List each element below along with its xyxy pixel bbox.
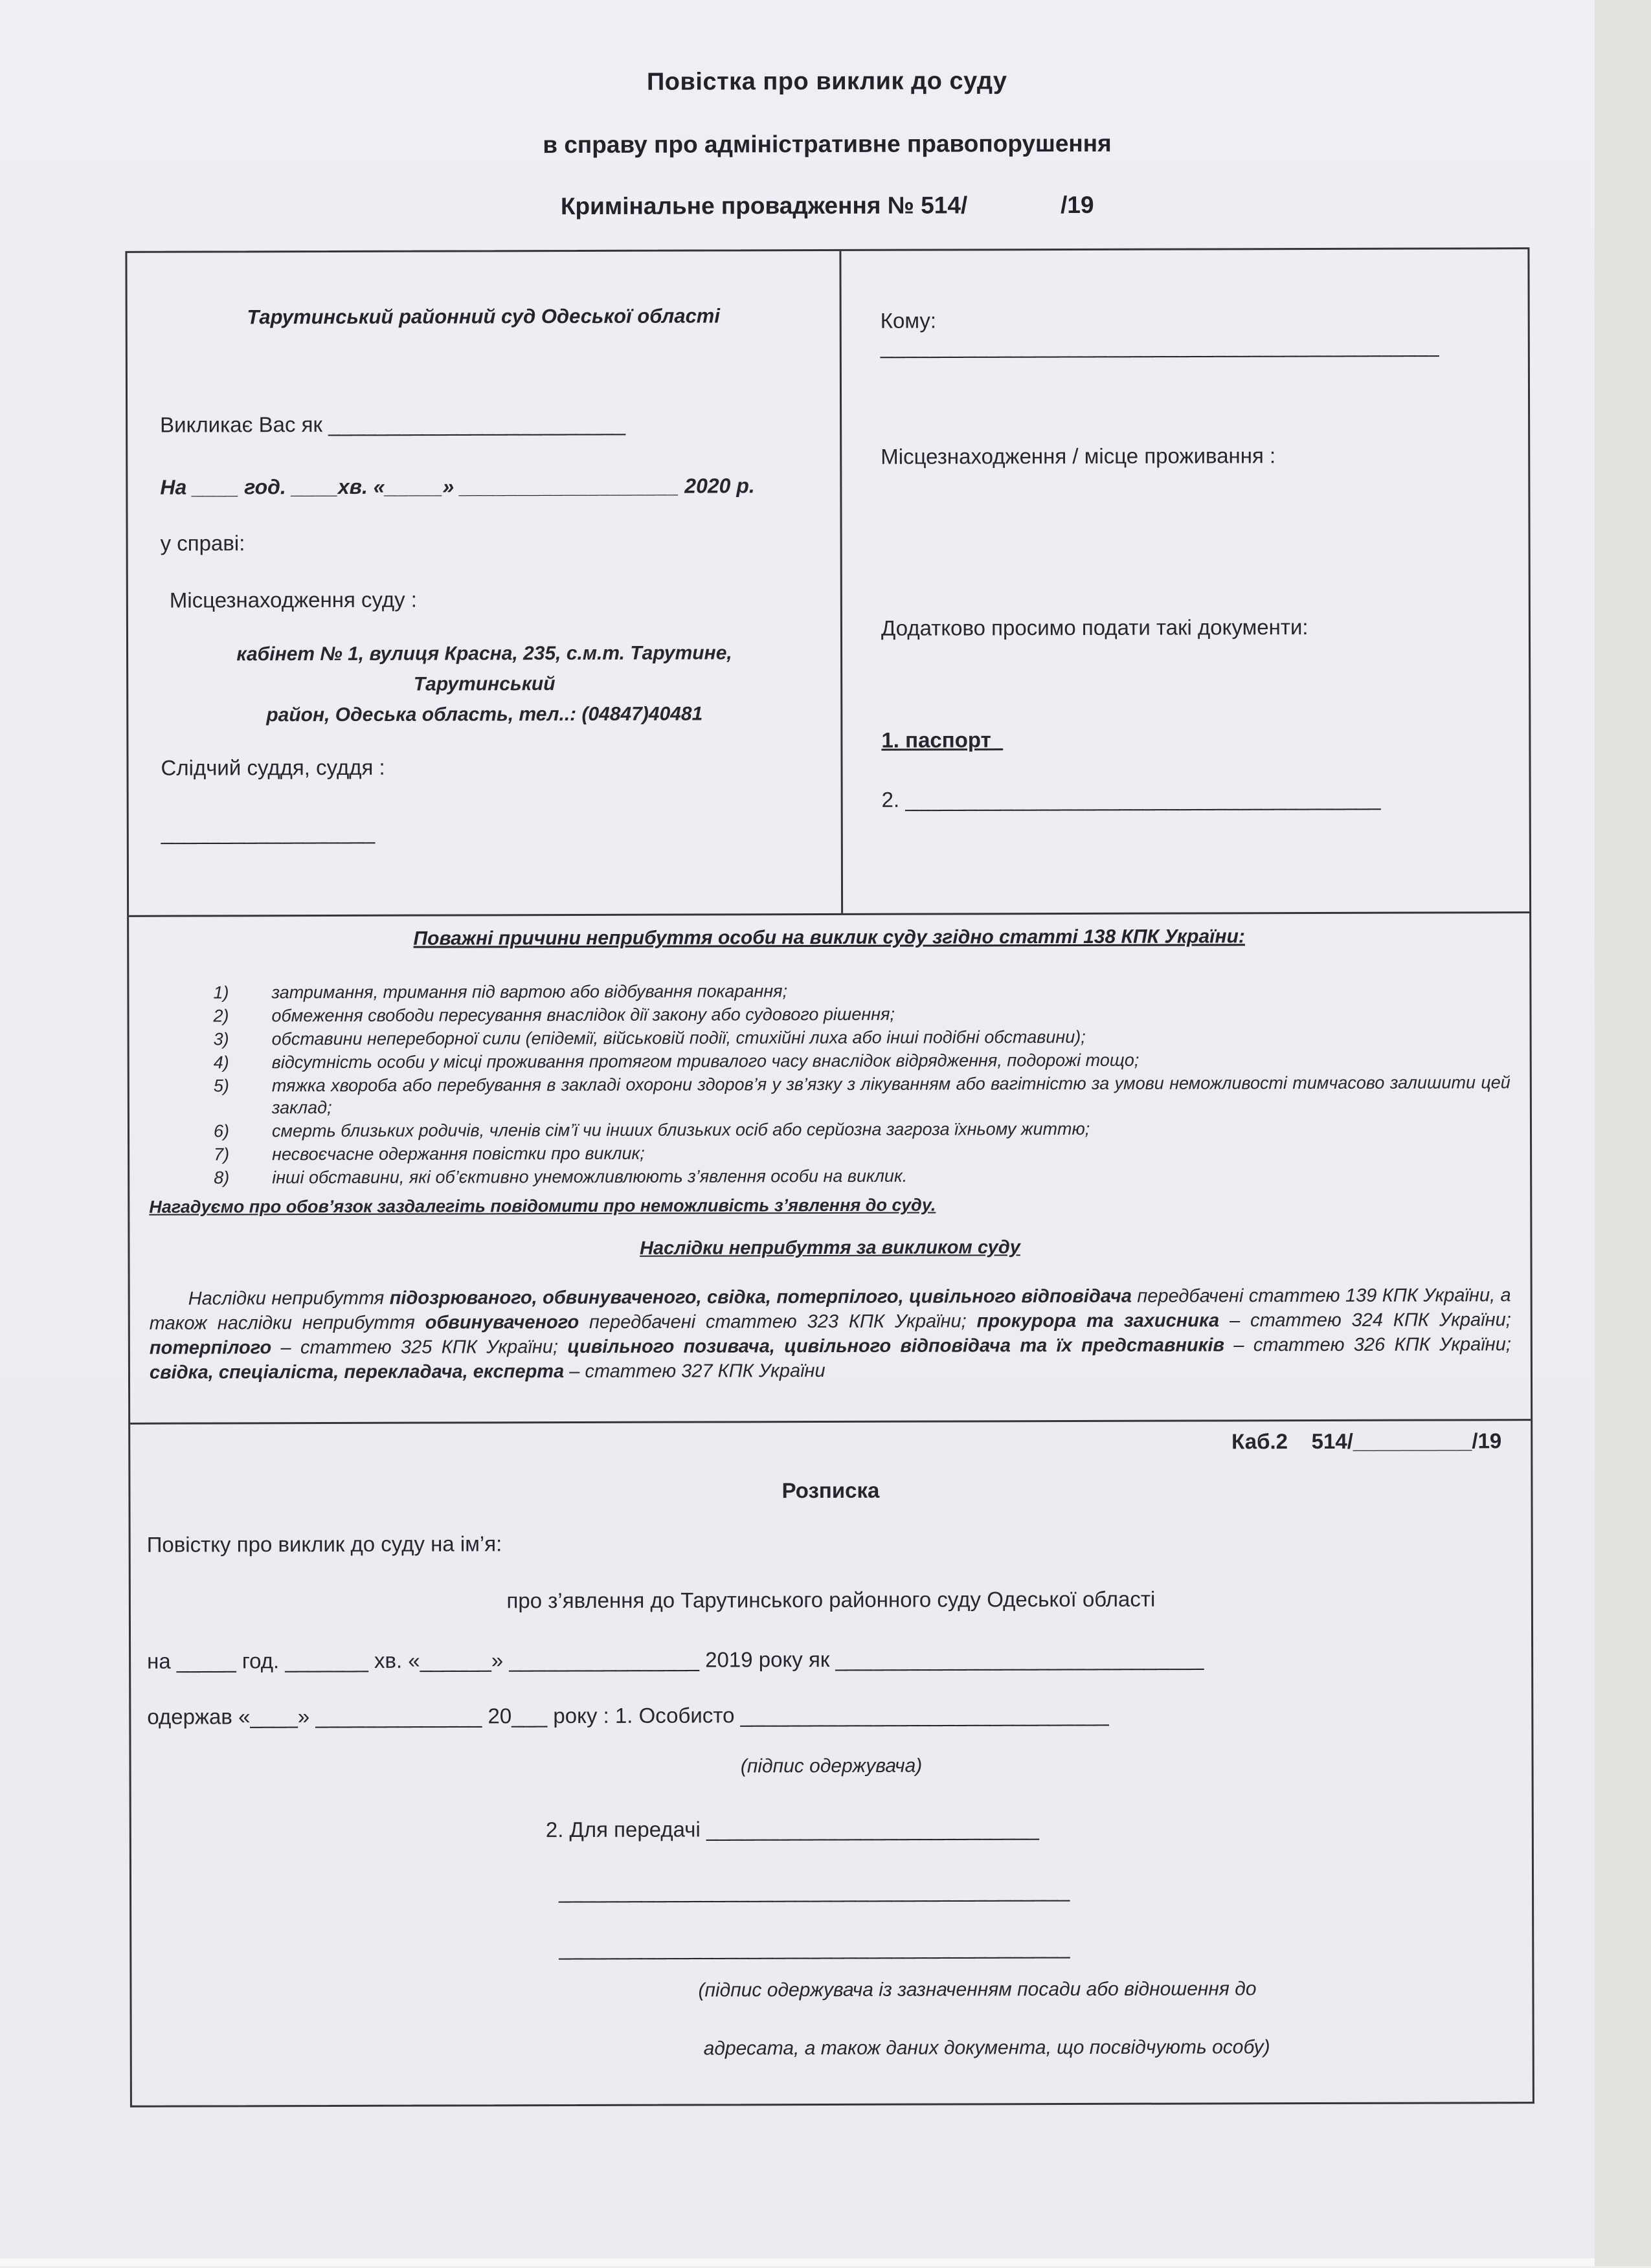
hearing-date-line: На ____ год. ____хв. «_____» ___________________ 2020 р. [160, 474, 755, 499]
addressee-label: Кому: [880, 308, 937, 333]
receipt-heading: Розписка [781, 1478, 880, 1503]
residence-label: Місцезнаходження / місце проживання : [881, 443, 1276, 469]
transfer-blank-line: ___________________________________________ [559, 1878, 1070, 1904]
summoned-as-line [160, 410, 807, 438]
item-number: 7) [214, 1144, 230, 1164]
list-item [213, 978, 1510, 1003]
document-item-passport: 1. паспорт_ [881, 728, 1004, 752]
receipt-section [130, 1429, 1533, 2062]
judge-label: Слідчий суддя, суддя : [161, 755, 385, 780]
item-text: тяжка хвороба або перебування в закладі охорони здоров’я у зв’язку з лікуванням або вагітністю за умови неможливості тимчасово залишити цей заклад; [271, 1073, 1511, 1118]
list-item [214, 1163, 1511, 1188]
valid-reasons-list [148, 978, 1511, 1189]
court-address [161, 638, 808, 731]
addressee-column [841, 249, 1529, 913]
list-item [214, 1048, 1511, 1073]
item-number: 4) [213, 1052, 229, 1073]
transfer-caption-line1: (підпис одержувача із зазначенням посади або відношення до [698, 1978, 1257, 2001]
summoned-as-label: Викликає Вас як [160, 412, 329, 437]
court-name: Тарутинський районний суд Одеської області [247, 304, 721, 329]
transfer-blank-line: ___________________________________________ [559, 1935, 1070, 1961]
item-text: інші обставини, які об’єктивно унеможливлюють з’явлення особи на виклик. [272, 1166, 908, 1188]
list-item [214, 1140, 1511, 1165]
item-text: несвоєчасне одержання повістки про виклик; [272, 1143, 645, 1164]
receipt-intro-line: Повістку про виклик до суду на ім’я: [146, 1531, 502, 1557]
document-title: Повістка про виклик до суду [646, 67, 1007, 96]
document-header [124, 0, 1529, 221]
item-number: 8) [214, 1168, 230, 1188]
item-number: 5) [213, 1076, 229, 1096]
documents-request-label: Додатково просимо подати такі документи: [881, 615, 1308, 640]
court-address-line1: кабінет № 1, вулиця Красна, 235, с.м.т. Тарутине, Тарутинський [236, 642, 732, 695]
reminder-line: Нагадуємо про обов’язок заздалегіть повідомити про неможливість з’явлення до суду. [149, 1195, 936, 1217]
recipient-signature-caption: (підпис одержувача) [740, 1755, 923, 1777]
case-label: у справі: [160, 531, 245, 555]
list-item [213, 1001, 1510, 1027]
addressee-line [881, 306, 1489, 359]
receipt-case-ref: Каб.2 514/__________/19 [1231, 1429, 1502, 1454]
form-top-row [127, 249, 1529, 915]
valid-reasons-heading: Поважні причини неприбуття особи на виклик суду згідно статті 138 КПК України: [413, 926, 1245, 950]
transfer-caption-line2: адресата, а також даних документа, що посвідчують особу) [703, 2036, 1270, 2060]
list-item [214, 1117, 1511, 1142]
receipt-appear-line: про з’явлення до Тарутинського районного суду Одеської області [506, 1586, 1156, 1613]
consequences-paragraph: Наслідки неприбуття підозрюваного, обвинуваченого, свідка, потерпілого, цивільного відповідача передбачені статтею 139 КПК України, а також наслідки неприбуття обвинуваченого передбачені статтею 323 КПК України; прокурора та захисника – статтею 324 КПК України; потерпілого – статтею 325 КПК України; цивільного позивача, цивільного відповідача та їх представників – статтею 326 КПК України; свідка, спеціаліста, перекладача, експерта – статтею 327 КПК України [149, 1285, 1511, 1383]
court-info-column [127, 251, 843, 915]
item-number: 2) [213, 1006, 229, 1026]
receipt-received-line: одержав «____» ______________ 20___ року : 1. Особисто _______________________________ [147, 1702, 1109, 1729]
consequences-heading: Наслідки неприбуття за викликом суду [640, 1237, 1020, 1259]
list-item [214, 1071, 1511, 1118]
item-text: обставини непереборної сили (епідемії, військовій події, стихійні лиха або інші подібні обставини); [271, 1027, 1086, 1049]
summons-form-box [125, 247, 1534, 2107]
receipt-datetime-line: на _____ год. _______ хв. «______» ________________ 2019 року як _______________________________ [147, 1646, 1204, 1673]
court-address-line2: район, Одеська область, тел..: (04847)40481 [266, 703, 703, 726]
item-text: відсутність особи у місці проживання протягом тривалого часу внаслідок відрядження, подорожі тощо; [271, 1050, 1140, 1073]
item-text: обмеження свободи пересування внаслідок дії закону або судового рішення; [271, 1004, 895, 1026]
document-item-blank: 2. ________________________________________ [881, 786, 1381, 812]
case-number-line: Кримінальне провадження № 514/ /19 [560, 191, 1094, 220]
item-number: 3) [213, 1029, 229, 1049]
document-subtitle: в справу про адміністративне правопорушення [543, 129, 1112, 159]
addressee-blank: _______________________________________________ [880, 333, 1439, 359]
judge-signature-blank: __________________ [161, 819, 376, 845]
court-location-label: Місцезнаходження суду : [169, 587, 418, 612]
transfer-line: 2. Для передачі ____________________________ [545, 1816, 1039, 1842]
item-number: 1) [213, 983, 229, 1003]
item-text: затримання, тримання під вартою або відбування покарання; [271, 981, 788, 1003]
item-text: смерть близьких родичів, членів сім’ї чи інших близьких осіб або серйозна загроза їхньому життю; [271, 1118, 1090, 1141]
valid-reasons-section [129, 911, 1531, 1425]
list-item [214, 1025, 1511, 1050]
item-number: 6) [213, 1121, 230, 1141]
summoned-as-blank: _________________________ [328, 411, 625, 437]
